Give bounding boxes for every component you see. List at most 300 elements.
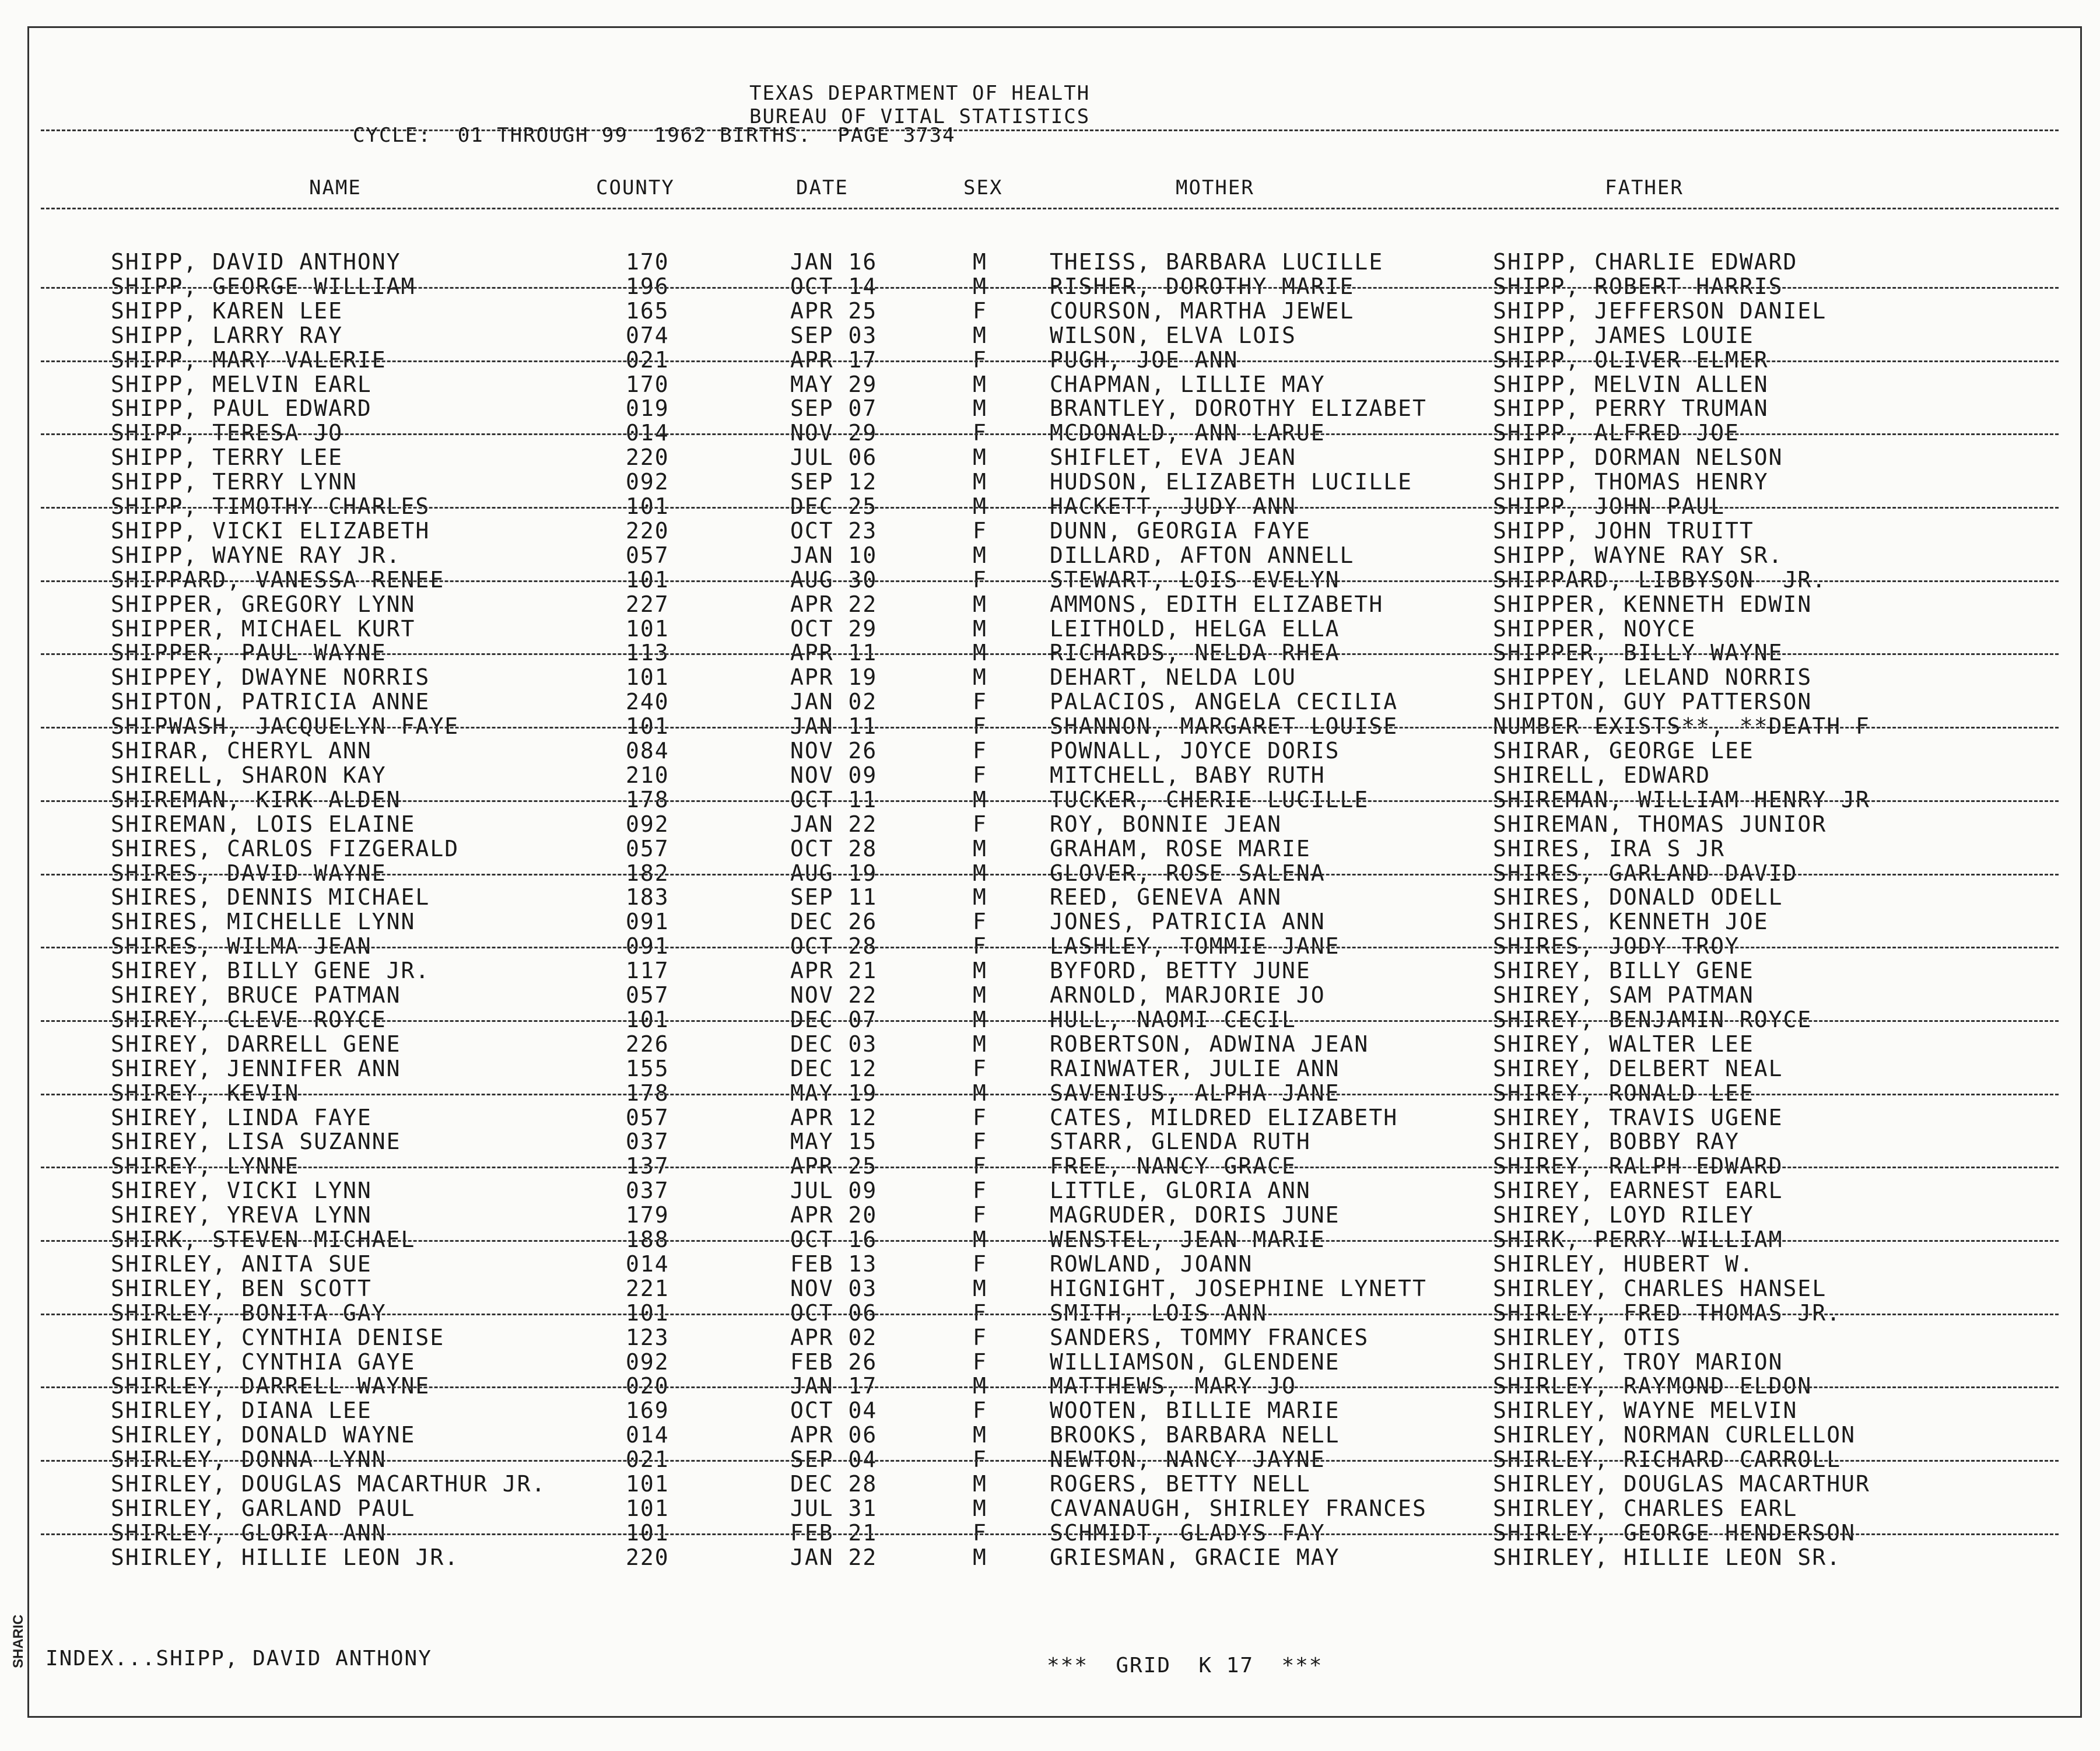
record-father: SHIREY, BOBBY RAY [1493,1129,1740,1155]
record-row [0,323,2100,348]
record-sex: M [973,493,987,519]
record-county: 101 [626,1471,669,1497]
record-sex: F [973,420,987,446]
record-sex: M [973,1373,987,1399]
record-county: 092 [626,469,669,495]
record-row [0,812,2100,836]
record-row [0,396,2100,421]
record-date: OCT 28 [790,835,878,862]
col-header-mother: MOTHER [1176,176,1254,199]
record-name: SHIRELL, SHARON KAY [111,762,387,788]
record-date: AUG 30 [790,566,878,593]
record-sex: M [973,1422,987,1448]
record-father: SHIPP, ROBERT HARRIS [1493,273,1783,299]
record-mother: MATTHEWS, MARY JO [1050,1373,1296,1399]
record-mother: ROWLAND, JOANN [1050,1251,1253,1277]
record-row [0,861,2100,885]
record-father: SHIREMAN, THOMAS JUNIOR [1493,811,1827,837]
row-rule [41,507,2059,509]
record-date: APR 06 [790,1422,878,1448]
record-date: JAN 11 [790,713,878,740]
record-name: SHIPP, TERESA JO [111,420,343,446]
record-sex: M [973,542,987,568]
record-row [0,421,2100,445]
record-sex: M [973,1495,987,1521]
record-name: SHIPP, DAVID ANTHONY [111,249,401,275]
record-father: SHIPTON, GUY PATTERSON [1493,689,1812,715]
record-father: SHIPP, THOMAS HENRY [1493,469,1769,495]
record-sex: F [973,1129,987,1155]
record-sex: F [973,346,987,373]
record-sex: M [973,786,987,813]
record-sex: F [973,1055,987,1081]
record-date: DEC 28 [790,1471,878,1497]
record-mother: LEITHOLD, HELGA ELLA [1050,615,1340,642]
record-date: OCT 11 [790,786,878,813]
record-father: SHIRLEY, CHARLES HANSEL [1493,1275,1827,1301]
record-date: FEB 21 [790,1519,878,1546]
record-name: SHIRLEY, BEN SCOTT [111,1275,372,1301]
record-mother: COURSON, MARTHA JEWEL [1050,297,1355,324]
record-row [0,494,2100,519]
record-father: SHIPP, PERRY TRUMAN [1493,395,1769,422]
agency-title: TEXAS DEPARTMENT OF HEALTH [749,82,1091,105]
record-father: SHIRLEY, CHARLES EARL [1493,1495,1798,1521]
record-row [0,958,2100,983]
record-father: SHIPP, OLIVER ELMER [1493,346,1769,373]
record-row [0,1350,2100,1374]
record-mother: WILLIAMSON, GLENDENE [1050,1349,1340,1375]
record-name: SHIPP, TIMOTHY CHARLES [111,493,430,519]
record-county: 014 [626,1422,669,1448]
record-father: SHIREY, RALPH EDWARD [1493,1153,1783,1179]
record-sex: F [973,1447,987,1473]
record-row [0,738,2100,763]
record-row [0,885,2100,909]
record-mother: BYFORD, BETTY JUNE [1050,958,1311,984]
record-father: SHIRAR, GEORGE LEE [1493,738,1754,764]
record-name: SHIRLEY, GARLAND PAUL [111,1495,416,1521]
record-sex: F [973,1324,987,1350]
record-date: DEC 26 [790,909,878,935]
record-sex: F [973,811,987,837]
record-sex: M [973,884,987,910]
record-date: SEP 07 [790,395,878,422]
record-sex: M [973,249,987,275]
col-header-name: NAME [309,176,362,199]
record-mother: SANDERS, TOMMY FRANCES [1050,1324,1369,1350]
record-sex: F [973,689,987,715]
record-row [0,470,2100,494]
record-mother: BROOKS, BARBARA NELL [1050,1422,1340,1448]
record-date: FEB 26 [790,1349,878,1375]
record-county: 169 [626,1398,669,1424]
record-father: SHIREY, WALTER LEE [1493,1031,1754,1057]
record-sex: M [973,1275,987,1301]
row-rule [41,800,2059,802]
record-row [0,1154,2100,1178]
record-sex: M [973,664,987,691]
record-sex: F [973,909,987,935]
record-mother: ARNOLD, MARJORIE JO [1050,982,1326,1008]
header-rule [41,129,2059,131]
record-row [0,909,2100,934]
record-mother: FREE, NANCY GRACE [1050,1153,1296,1179]
record-sex: F [973,762,987,788]
record-county: 221 [626,1275,669,1301]
record-date: DEC 07 [790,1006,878,1032]
record-date: JUL 31 [790,1495,878,1521]
record-date: JAN 10 [790,542,878,568]
record-father: SHIPP, JAMES LOUIE [1493,322,1754,348]
record-date: SEP 11 [790,884,878,910]
record-mother: REED, GENEVA ANN [1050,884,1282,910]
record-name: SHIREY, CLEVE ROYCE [111,1006,387,1032]
record-name: SHIREY, DARRELL GENE [111,1031,401,1057]
record-county: 226 [626,1031,669,1057]
record-row [0,1325,2100,1350]
record-row [0,372,2100,397]
record-mother: STARR, GLENDA RUTH [1050,1129,1311,1155]
record-father: SHIRLEY, OTIS [1493,1324,1682,1350]
record-mother: DUNN, GEORGIA FAYE [1050,517,1311,544]
record-date: OCT 29 [790,615,878,642]
record-father: SHIREY, RONALD LEE [1493,1080,1754,1106]
record-county: 183 [626,884,669,910]
record-date: OCT 04 [790,1398,878,1424]
record-name: SHIRLEY, HILLIE LEON JR. [111,1544,460,1570]
cycle-line: CYCLE: 01 THROUGH 99 1962 BIRTHS. PAGE 3734 [353,124,956,147]
record-row [0,689,2100,714]
record-county: 220 [626,517,669,544]
record-county: 227 [626,591,669,617]
record-mother: PUGH, JOE ANN [1050,346,1239,373]
record-date: NOV 26 [790,738,878,764]
record-county: 074 [626,322,669,348]
record-row [0,274,2100,299]
record-row [0,1178,2100,1203]
record-father: SHIRLEY, DOUGLAS MACARTHUR [1493,1471,1870,1497]
record-name: SHIRES, MICHELLE LYNN [111,909,416,935]
record-row [0,519,2100,543]
record-row [0,1129,2100,1154]
record-sex: M [973,1031,987,1057]
record-county: 123 [626,1324,669,1350]
row-rule [41,1240,2059,1242]
record-mother: HIGNIGHT, JOSEPHINE LYNETT [1050,1275,1427,1301]
record-name: SHIRAR, CHERYL ANN [111,738,372,764]
record-county: 021 [626,1447,669,1473]
record-row [0,348,2100,372]
record-name: SHIRES, DENNIS MICHAEL [111,884,430,910]
record-sex: M [973,395,987,422]
record-mother: GRAHAM, ROSE MARIE [1050,835,1311,862]
record-date: APR 20 [790,1202,878,1228]
record-row [0,1276,2100,1301]
record-county: 014 [626,1251,669,1277]
record-date: OCT 28 [790,933,878,959]
side-label: SHARIC [10,1614,26,1668]
record-date: JAN 22 [790,1544,878,1570]
record-sex: M [973,1471,987,1497]
record-name: SHIREY, KEVIN [111,1080,300,1106]
record-father: SHIRK, PERRY WILLIAM [1493,1227,1783,1252]
record-mother: CATES, MILDRED ELIZABETH [1050,1104,1398,1130]
record-name: SHIPPER, PAUL WAYNE [111,640,387,666]
record-mother: WOOTEN, BILLIE MARIE [1050,1398,1340,1424]
record-sex: M [973,982,987,1008]
record-mother: LASHLEY, TOMMIE JANE [1050,933,1340,959]
record-date: NOV 29 [790,420,878,446]
record-sex: M [973,469,987,495]
record-father: SHIRLEY, NORMAN CURLELLON [1493,1422,1856,1448]
record-row [0,299,2100,323]
record-sex: F [973,1398,987,1424]
record-name: SHIPTON, PATRICIA ANNE [111,689,430,715]
record-county: 170 [626,371,669,397]
record-sex: F [973,1251,987,1277]
record-row [0,1252,2100,1276]
record-county: 165 [626,297,669,324]
record-county: 057 [626,1104,669,1130]
record-county: 101 [626,664,669,691]
record-mother: HUDSON, ELIZABETH LUCILLE [1050,469,1412,495]
record-sex: F [973,933,987,959]
row-rule [41,727,2059,729]
record-row [0,836,2100,861]
record-sex: F [973,738,987,764]
record-father: SHIRES, IRA S JR [1493,835,1726,862]
record-mother: ROY, BONNIE JEAN [1050,811,1282,837]
record-name: SHIRLEY, DONNA LYNN [111,1447,387,1473]
record-row [0,1007,2100,1032]
record-row [0,665,2100,689]
row-rule [41,1314,2059,1315]
record-row [0,1545,2100,1570]
record-sex: M [973,322,987,348]
record-father: SHIPP, JEFFERSON DANIEL [1493,297,1827,324]
record-county: 084 [626,738,669,764]
record-father: SHIRLEY, RAYMOND ELDON [1493,1373,1812,1399]
record-name: SHIRLEY, ANITA SUE [111,1251,372,1277]
record-sex: M [973,591,987,617]
record-father: SHIPP, JOHN TRUITT [1493,517,1754,544]
record-date: NOV 03 [790,1275,878,1301]
record-county: 092 [626,811,669,837]
record-sex: F [973,1300,987,1326]
row-rule [41,1094,2059,1095]
record-father: SHIRES, GARLAND DAVID [1493,860,1798,886]
record-county: 101 [626,713,669,740]
col-header-date: DATE [796,176,849,199]
record-sex: M [973,1080,987,1106]
record-name: SHIPPARD, VANESSA RENEE [111,566,445,593]
grid-line: *** GRID K 17 *** [1047,1654,1323,1678]
record-county: 020 [626,1373,669,1399]
record-row [0,787,2100,812]
record-county: 155 [626,1055,669,1081]
row-rule [41,360,2059,362]
record-father: NUMBER EXISTS**, **DEATH F [1493,713,1870,740]
record-sex: M [973,1544,987,1570]
record-county: 220 [626,444,669,471]
record-row [0,617,2100,641]
record-name: SHIPP, GEORGE WILLIAM [111,273,416,299]
record-father: SHIPPER, BILLY WAYNE [1493,640,1783,666]
record-name: SHIRES, CARLOS FIZGERALD [111,835,460,862]
record-county: 117 [626,958,669,984]
record-row [0,1105,2100,1130]
record-county: 101 [626,566,669,593]
record-father: SHIREY, TRAVIS UGENE [1493,1104,1783,1130]
record-date: APR 22 [790,591,878,617]
record-mother: SCHMIDT, GLADYS FAY [1050,1519,1326,1546]
row-rule [41,1167,2059,1168]
record-father: SHIRLEY, FRED THOMAS JR. [1493,1300,1842,1326]
row-rule [41,287,2059,289]
row-rule [41,1020,2059,1022]
record-row [0,445,2100,470]
row-rule [41,947,2059,948]
record-mother: ROBERTSON, ADWINA JEAN [1050,1031,1369,1057]
record-date: APR 17 [790,346,878,373]
record-county: 179 [626,1202,669,1228]
record-name: SHIPP, VICKI ELIZABETH [111,517,430,544]
record-name: SHIREY, VICKI LYNN [111,1178,372,1204]
record-county: 182 [626,860,669,886]
record-sex: F [973,1178,987,1204]
record-sex: F [973,297,987,324]
record-county: 178 [626,786,669,813]
col-header-sex: SEX [963,176,1003,199]
record-mother: WILSON, ELVA LOIS [1050,322,1296,348]
record-name: SHIRLEY, CYNTHIA DENISE [111,1324,445,1350]
record-sex: F [973,517,987,544]
record-name: SHIREY, LYNNE [111,1153,300,1179]
record-sex: M [973,371,987,397]
record-father: SHIREMAN, WILLIAM HENRY JR [1493,786,1870,813]
record-mother: SHANNON, MARGARET LOUISE [1050,713,1398,740]
record-date: MAY 15 [790,1129,878,1155]
record-mother: NEWTON, NANCY JAYNE [1050,1447,1326,1473]
record-mother: POWNALL, JOYCE DORIS [1050,738,1340,764]
record-mother: TUCKER, CHERIE LUCILLE [1050,786,1369,813]
record-date: JUL 06 [790,444,878,471]
record-father: SHIRLEY, RICHARD CARROLL [1493,1447,1842,1473]
record-date: FEB 13 [790,1251,878,1277]
record-mother: ROGERS, BETTY NELL [1050,1471,1311,1497]
record-sex: M [973,1006,987,1032]
record-name: SHIREY, YREVA LYNN [111,1202,372,1228]
record-father: SHIRELL, EDWARD [1493,762,1711,788]
record-name: SHIRLEY, GLORIA ANN [111,1519,387,1546]
record-date: AUG 19 [790,860,878,886]
record-mother: GRIESMAN, GRACIE MAY [1050,1544,1340,1570]
record-county: 220 [626,1544,669,1570]
record-mother: WENSTEL, JEAN MARIE [1050,1227,1326,1252]
record-name: SHIREY, LINDA FAYE [111,1104,372,1130]
record-date: MAY 29 [790,371,878,397]
record-county: 188 [626,1227,669,1252]
record-name: SHIRLEY, BONITA GAY [111,1300,387,1326]
record-date: DEC 03 [790,1031,878,1057]
record-county: 057 [626,542,669,568]
record-row [0,763,2100,787]
record-mother: LITTLE, GLORIA ANN [1050,1178,1311,1204]
record-date: NOV 09 [790,762,878,788]
record-row [0,1374,2100,1398]
record-county: 101 [626,1519,669,1546]
record-date: SEP 04 [790,1447,878,1473]
record-name: SHIPP, TERRY LYNN [111,469,357,495]
record-date: JAN 16 [790,249,878,275]
record-sex: F [973,713,987,740]
row-rule [41,580,2059,582]
record-date: APR 02 [790,1324,878,1350]
record-date: JAN 22 [790,811,878,837]
record-county: 137 [626,1153,669,1179]
record-date: OCT 23 [790,517,878,544]
record-mother: SMITH, LOIS ANN [1050,1300,1268,1326]
record-county: 014 [626,420,669,446]
record-county: 057 [626,835,669,862]
record-name: SHIREY, BRUCE PATMAN [111,982,401,1008]
record-mother: HULL, NAOMI CECIL [1050,1006,1296,1032]
col-header-county: COUNTY [596,176,675,199]
record-name: SHIPP, WAYNE RAY JR. [111,542,401,568]
record-sex: M [973,835,987,862]
record-date: OCT 14 [790,273,878,299]
record-date: JAN 02 [790,689,878,715]
record-mother: RAINWATER, JULIE ANN [1050,1055,1340,1081]
record-sex: F [973,1349,987,1375]
record-name: SHIRK, STEVEN MICHAEL [111,1227,416,1252]
record-father: SHIRLEY, HILLIE LEON SR. [1493,1544,1842,1570]
record-date: MAY 19 [790,1080,878,1106]
record-date: OCT 06 [790,1300,878,1326]
record-sex: M [973,1227,987,1252]
record-sex: M [973,615,987,642]
record-date: APR 12 [790,1104,878,1130]
record-name: SHIPWASH, JACQUELYN FAYE [111,713,460,740]
record-county: 210 [626,762,669,788]
record-date: APR 21 [790,958,878,984]
record-row [0,1521,2100,1545]
record-sex: F [973,1202,987,1228]
record-father: SHIPP, WAYNE RAY SR. [1493,542,1783,568]
record-county: 021 [626,346,669,373]
record-county: 101 [626,615,669,642]
record-row [0,592,2100,617]
record-mother: DILLARD, AFTON ANNELL [1050,542,1355,568]
record-mother: SAVENIUS, ALPHA JANE [1050,1080,1340,1106]
record-father: SHIREY, BILLY GENE [1493,958,1754,984]
record-row [0,934,2100,958]
record-name: SHIPP, MELVIN EARL [111,371,372,397]
record-sex: F [973,566,987,593]
record-county: 240 [626,689,669,715]
record-date: DEC 12 [790,1055,878,1081]
record-mother: MAGRUDER, DORIS JUNE [1050,1202,1340,1228]
row-rule [41,1386,2059,1388]
row-rule [41,1533,2059,1535]
record-father: SHIREY, EARNEST EARL [1493,1178,1783,1204]
row-rule [41,874,2059,876]
record-county: 057 [626,982,669,1008]
record-name: SHIRLEY, DONALD WAYNE [111,1422,416,1448]
record-name: SHIREY, JENNIFER ANN [111,1055,401,1081]
record-father: SHIRES, JODY TROY [1493,933,1740,959]
